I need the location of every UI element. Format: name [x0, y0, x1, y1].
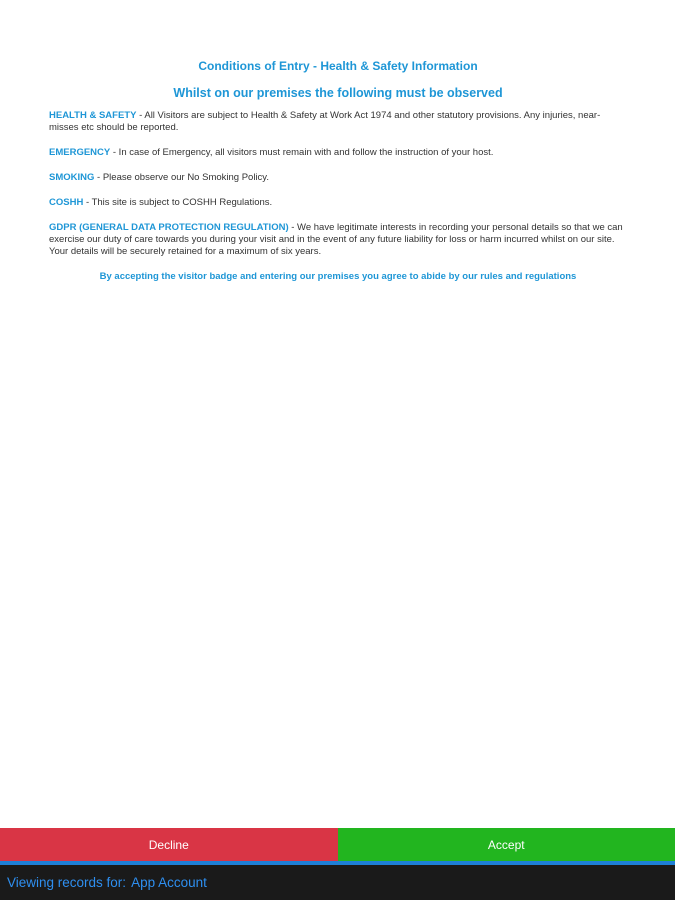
section-heading: COSHH	[49, 197, 84, 208]
section-heading: GDPR (GENERAL DATA PROTECTION REGULATION)	[49, 222, 289, 233]
status-label: Viewing records for:	[7, 875, 127, 890]
page-subtitle: Whilst on our premises the following must be observed	[173, 86, 503, 100]
section-text: - All Visitors are subject to Health & Safety at Work Act 1974 and other statutory provisions. Any injuries, near-misses etc should be reported.	[49, 110, 601, 133]
status-account: App Account	[131, 875, 207, 890]
action-bar	[0, 828, 675, 861]
status-bar	[0, 865, 675, 900]
section-text: - In case of Emergency, all visitors must remain with and follow the instruction of your host.	[110, 147, 494, 158]
section-health-safety	[49, 110, 627, 134]
section-coshh	[49, 197, 627, 209]
section-heading: SMOKING	[49, 172, 95, 183]
decline-button[interactable]: Decline	[0, 828, 338, 861]
section-text: - Please observe our No Smoking Policy.	[94, 172, 269, 183]
section-heading: HEALTH & SAFETY	[49, 110, 137, 121]
page-title: Conditions of Entry - Health & Safety Information	[198, 59, 478, 73]
section-text: - We have legitimate interests in recording your personal details so that we can exercise our duty of care towards you during your visit and in the event of any future liability for loss or harm incurred whilst on our site. Your details will be securely retained for a maximum of six years.	[49, 222, 623, 257]
section-smoking	[49, 172, 627, 184]
section-gdpr	[49, 222, 627, 258]
section-emergency	[49, 147, 627, 159]
accept-button[interactable]: Accept	[338, 828, 675, 861]
agreement-statement: By accepting the visitor badge and entering our premises you agree to abide by our rules and regulations	[99, 271, 577, 282]
section-heading: EMERGENCY	[49, 147, 111, 158]
section-text: - This site is subject to COSHH Regulations.	[83, 197, 273, 208]
